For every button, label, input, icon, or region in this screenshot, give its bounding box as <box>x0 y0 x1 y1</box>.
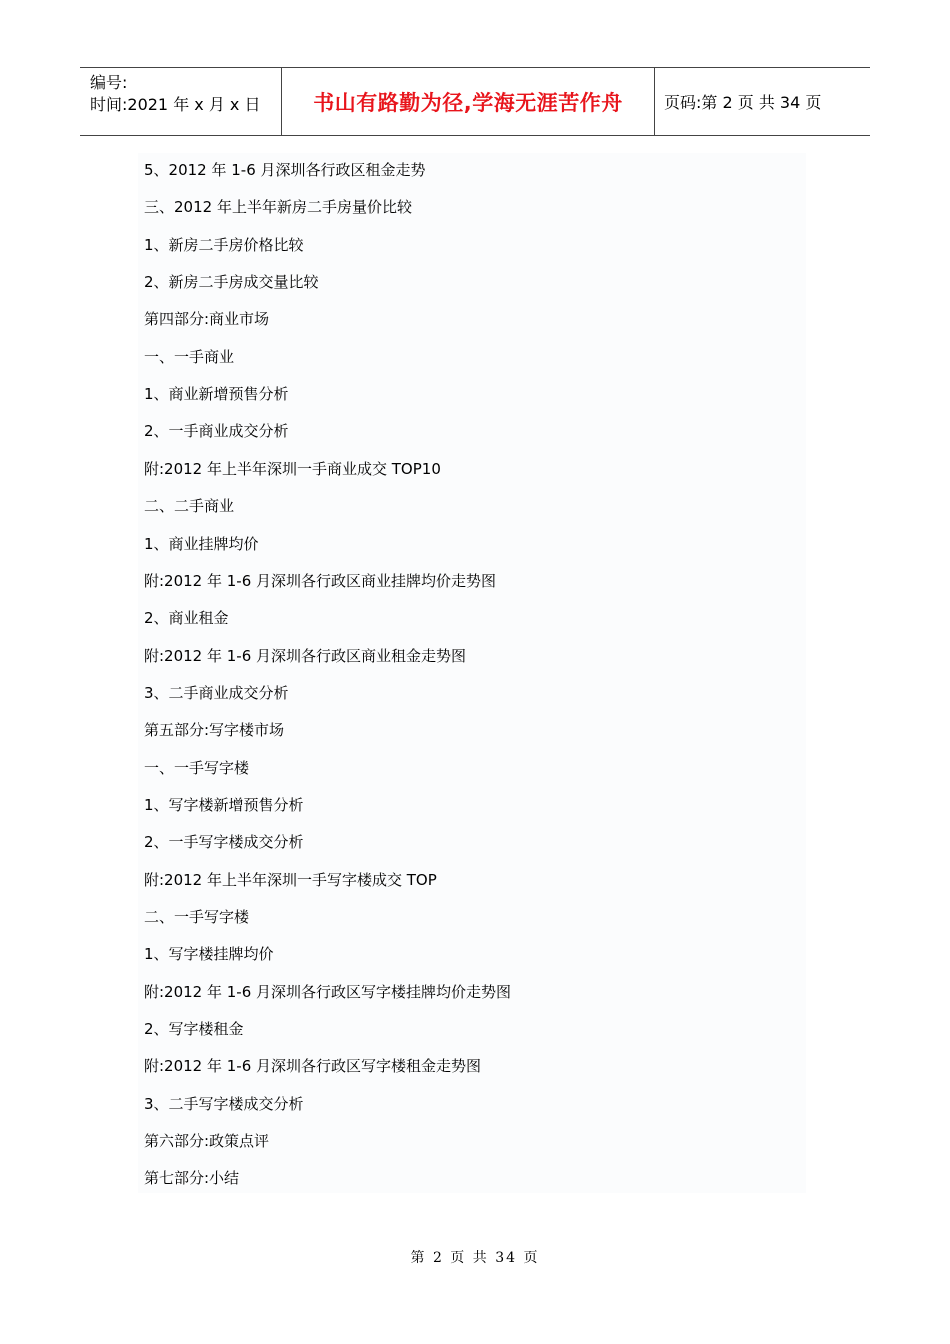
page-header <box>80 67 870 136</box>
toc-line: 第四部分:商业市场 <box>144 310 270 329</box>
toc-line: 2、写字楼租金 <box>144 1020 244 1039</box>
toc-line: 1、商业新增预售分析 <box>144 385 289 404</box>
toc-line: 2、商业租金 <box>144 609 229 628</box>
toc-line: 第七部分:小结 <box>144 1169 240 1188</box>
page-footer: 第 2 页 共 34 页 <box>410 1250 540 1266</box>
toc-line: 附:2012 年上半年深圳一手商业成交 TOP10 <box>144 459 441 478</box>
toc-line: 3、二手写字楼成交分析 <box>144 1094 304 1113</box>
time-label: 时间:2021 年 x 月 x 日 <box>90 95 261 114</box>
toc-line: 2、新房二手房成交量比较 <box>144 273 319 292</box>
toc-line: 一、一手写字楼 <box>144 758 250 777</box>
toc-line: 1、写字楼挂牌均价 <box>144 945 274 964</box>
toc-line: 第六部分:政策点评 <box>144 1132 270 1151</box>
toc-line: 1、新房二手房价格比较 <box>144 235 304 254</box>
header-motto: 书山有路勤为径,学海无涯苦作舟 <box>313 91 623 115</box>
header-divider <box>654 68 655 135</box>
toc-line: 5、2012 年 1-6 月深圳各行政区租金走势 <box>144 161 426 179</box>
toc-line: 二、二手商业 <box>144 497 235 516</box>
document-body <box>138 153 806 1193</box>
header-meta <box>90 72 260 116</box>
number-label: 编号: <box>90 73 128 92</box>
toc-line: 1、写字楼新增预售分析 <box>144 795 304 814</box>
toc-line: 1、商业挂牌均价 <box>144 534 259 553</box>
toc-line: 3、二手商业成交分析 <box>144 683 289 702</box>
toc-line: 附:2012 年上半年深圳一手写字楼成交 TOP <box>144 870 437 889</box>
toc-line: 附:2012 年 1-6 月深圳各行政区商业挂牌均价走势图 <box>144 571 497 590</box>
toc-line: 附:2012 年 1-6 月深圳各行政区商业租金走势图 <box>144 646 467 665</box>
header-page-info: 页码:第 2 页 共 34 页 <box>664 93 822 112</box>
toc-line: 二、一手写字楼 <box>144 908 250 926</box>
toc-line: 2、一手写字楼成交分析 <box>144 833 304 852</box>
toc-line: 附:2012 年 1-6 月深圳各行政区写字楼挂牌均价走势图 <box>144 982 512 1001</box>
toc-line: 第五部分:写字楼市场 <box>144 721 285 740</box>
toc-line: 三、2012 年上半年新房二手房量价比较 <box>144 198 412 217</box>
toc-line: 2、一手商业成交分析 <box>144 422 289 441</box>
toc-line: 附:2012 年 1-6 月深圳各行政区写字楼租金走势图 <box>144 1057 482 1076</box>
toc-line: 一、一手商业 <box>144 347 235 366</box>
